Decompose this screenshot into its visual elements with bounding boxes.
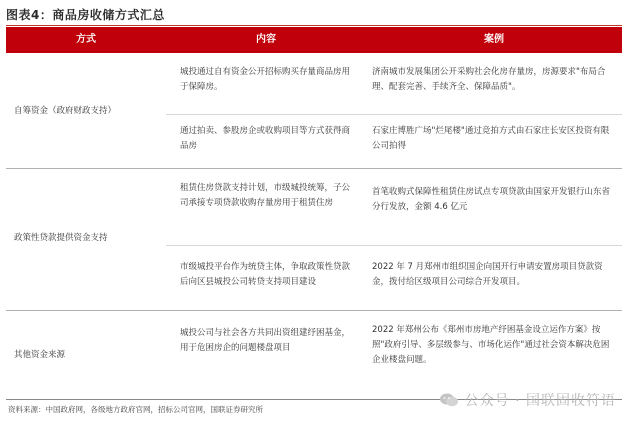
- method-self-funded: 自筹资金（政府财政支持）: [14, 106, 117, 116]
- watermark: [439, 390, 616, 410]
- row-divider: [166, 245, 622, 246]
- wechat-icon: [439, 393, 459, 407]
- table-row-content: 通过拍卖、参股房企或收购项目等方式获得商品房: [180, 126, 351, 151]
- method-other-sources: 其他资金来源: [14, 350, 66, 360]
- table-header: [6, 27, 622, 53]
- table-row-content: 城投通过自有资金公开招标购买存量商品房用于保障房。: [180, 67, 351, 92]
- group-divider: [6, 310, 622, 311]
- table-row-example: 济南城市发展集团公开采购社会化房存量房，房源要求"布局合理、配套完善、手续齐全、保障品质"。: [372, 67, 606, 92]
- table-row-example: 石家庄博胜广场"烂尾楼"通过竞拍方式由石家庄长安区投资有限公司拍得: [372, 126, 610, 151]
- row-divider: [166, 114, 622, 115]
- header-method: 方式: [76, 34, 96, 45]
- group-divider: [6, 168, 622, 169]
- table-row-content: 市级城投平台作为统贷主体，争取政策性贷款后向区县城投公司转贷支持项目建设: [180, 262, 351, 287]
- table-row-example: 2022 年郑州公布《郑州市房地产纾困基金设立运作方案》按照"政府引导、多层级参与、市场化运作"通过社会资本解决危困企业楼盘问题。: [372, 325, 610, 365]
- watermark-text: 公众号 · 国联固收符语: [464, 393, 616, 409]
- method-policy-loan: 政策性贷款提供资金支持: [14, 233, 108, 243]
- figure-title: 图表4：商品房收储方式汇总: [6, 8, 165, 22]
- table-row-example: 首笔收购式保障性租赁住房试点专项贷款由国家开发银行山东省分行发放，金额 4.6 亿元: [372, 187, 611, 212]
- table-row-content: 城投公司与社会各方共同出资组建纾困基金，用于危困房企的问题楼盘项目: [180, 328, 351, 353]
- header-example: 案例: [484, 34, 504, 45]
- header-content: 内容: [256, 34, 276, 45]
- title-rule: [6, 25, 622, 26]
- source-note: 资料来源：中国政府网，各级地方政府官网，招标公司官网，国联证券研究所: [8, 405, 263, 414]
- table-row-content: 租赁住房贷款支持计划，市级城投统筹，子公司承接专项贷款收购存量房用于租赁住房: [180, 183, 351, 208]
- table-row-example: 2022 年 7 月郑州市组织国企向国开行申请安置房项目贷款资金，拨付给区级项目公司综合开发项目。: [372, 262, 603, 287]
